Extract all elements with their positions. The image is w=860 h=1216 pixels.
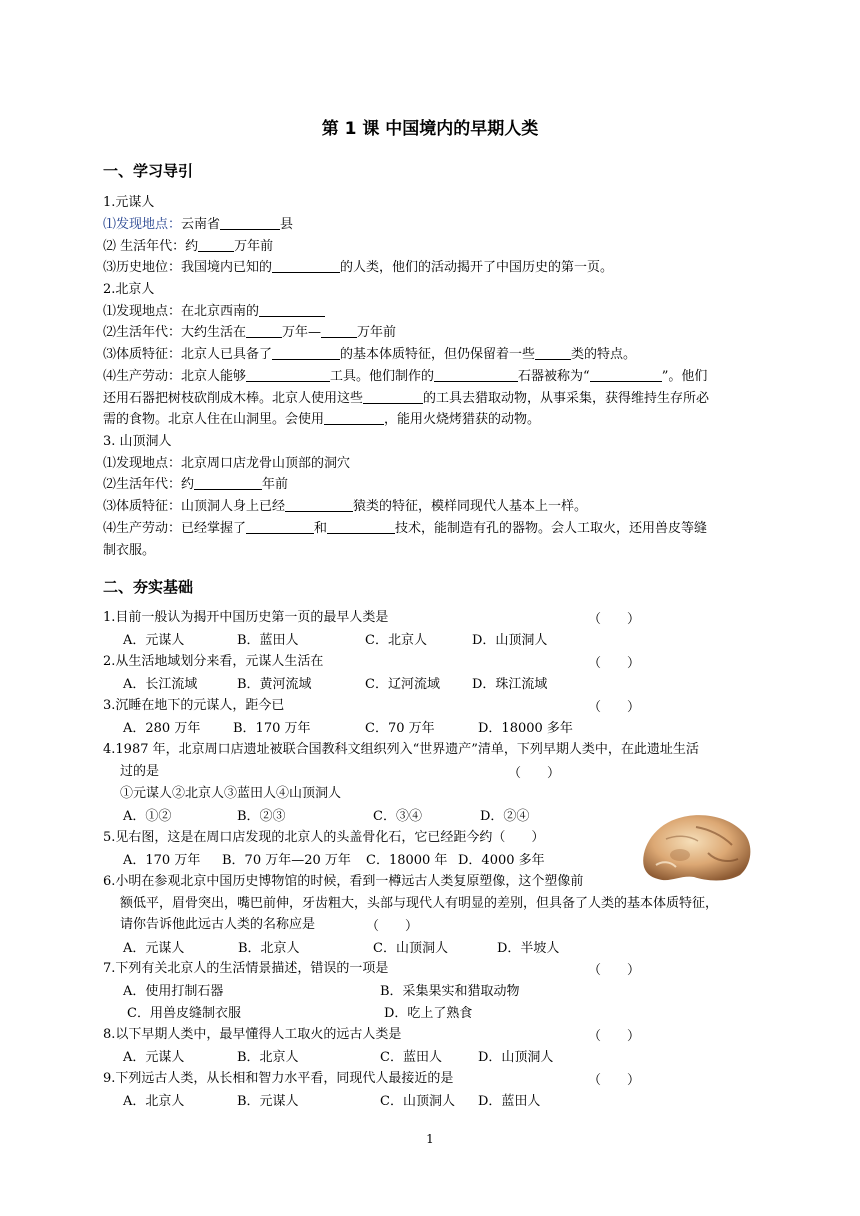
q2-option-b: B．黄河流域 (237, 677, 312, 692)
shanding-era: ⑵生活年代：约 年前 (103, 477, 289, 492)
beijing-era: ⑵生活年代：大约生活在 万年— 万年前 (103, 325, 397, 340)
question-7: 7.下列有关北京人的生活情景描述，错误的一项是 (103, 961, 389, 976)
q7-option-c: C．用兽皮缝制衣服 (127, 1006, 241, 1021)
q3-option-b: B．170 万年 (233, 721, 311, 736)
question-1: 1.目前一般认为揭开中国历史第一页的最早人类是 (103, 610, 389, 625)
question-8: 8.以下早期人类中，最早懂得人工取火的远古人类是 (103, 1027, 402, 1042)
q7-option-a: A．使用打制石器 (123, 984, 224, 999)
answer-blank-9: （ ） (588, 1073, 641, 1088)
q8-option-c: C．蓝田人 (380, 1050, 442, 1065)
section-heading-basics: 二、夯实基础 (103, 578, 194, 596)
q1-option-b: B．蓝田人 (237, 633, 299, 648)
q8-option-b: B．北京人 (237, 1050, 299, 1065)
beijing-labor-cont: 还用石器把树枝砍削成木棒。北京人使用这些 的工具去猎取动物，从事采集，获得维持生存所必 (103, 391, 710, 406)
shanding-physical: ⑶体质特征：山顶洞人身上已经 猿类的特征，模样同现代人基本上一样。 (103, 499, 588, 514)
yuanmou-status: ⑶历史地位：我国境内已知的 的人类，他们的活动揭开了中国历史的第一页。 (103, 260, 614, 275)
q5-option-a: A．170 万年 (123, 853, 201, 868)
answer-blank-7: （ ） (588, 963, 641, 978)
beijing-labor-cont2: 需的食物。北京人住在山洞里。会使用 ，能用火烧烤猎获的动物。 (103, 412, 541, 427)
q1-option-a: A．元谋人 (123, 633, 185, 648)
beijing-labor: ⑷生产劳动：北京人能够 工具。他们制作的 石器被称为“ ”。他们 (103, 369, 708, 384)
q4-option-d: D．②④ (480, 809, 530, 824)
q3-option-a: A．280 万年 (123, 721, 201, 736)
q5-option-b: B．70 万年—20 万年 (222, 853, 351, 868)
skull-fossil-image (636, 805, 756, 887)
q3-option-c: C．70 万年 (365, 721, 435, 736)
page-number: 1 (426, 1132, 434, 1146)
answer-blank-3: （ ） (588, 700, 641, 715)
question-3: 3.沉睡在地下的元谋人，距今已 (103, 698, 285, 713)
q5-option-d: D．4000 多年 (458, 853, 545, 868)
q2-option-a: A．长江流域 (123, 677, 198, 692)
q6-option-a: A．元谋人 (123, 941, 185, 956)
q6-option-b: B．北京人 (238, 941, 300, 956)
q7-option-b: B．采集果实和猎取动物 (380, 984, 520, 999)
q9-option-b: B．元谋人 (237, 1094, 299, 1109)
question-4: 4.1987 年，北京周口店遗址被联合国教科文组织列入“世界遗产”清单，下列早期人类中，在此遗址生活 (103, 742, 699, 757)
section-heading-guide: 一、学习导引 (103, 162, 194, 180)
q2-option-d: D．珠江流域 (472, 677, 548, 692)
lesson-title: 第 1 课 中国境内的早期人类 (321, 119, 539, 139)
q2-option-c: C．辽河流域 (365, 677, 440, 692)
question-4-items: ①元谋人②北京人③蓝田人④山顶洞人 (120, 786, 342, 801)
answer-blank-6: （ ） (366, 919, 419, 934)
q4-option-c: C．③④ (373, 809, 422, 824)
beijing-location: ⑴发现地点：在北京西南的 (103, 301, 325, 323)
shanding-location: ⑴发现地点：北京周口店龙骨山顶部的洞穴 (103, 456, 351, 471)
q4-option-a: A．①② (123, 809, 172, 824)
beijing-physical: ⑶体质特征：北京人已具备了 的基本体质特征，但仍保留着一些 类的特点。 (103, 347, 637, 362)
answer-blank-8: （ ） (588, 1029, 641, 1044)
shanding-labor: ⑷生产劳动：已经掌握了 和 技术，能制造有孔的器物。会人工取火，还用兽皮等缝 (103, 521, 708, 536)
q4-option-b: B．②③ (237, 809, 286, 824)
answer-blank-1: （ ） (588, 612, 641, 627)
q9-option-c: C．山顶洞人 (380, 1094, 455, 1109)
q8-option-a: A．元谋人 (123, 1050, 185, 1065)
q6-option-c: C．山顶洞人 (373, 941, 448, 956)
answer-blank-4: （ ） (508, 766, 561, 781)
answer-blank-2: （ ） (588, 656, 641, 671)
question-6-cont2: 请你告诉他此远古人类的名称应是 (120, 917, 316, 932)
q7-option-d: D．吃上了熟食 (384, 1006, 473, 1021)
q3-option-d: D．18000 多年 (478, 721, 573, 736)
q9-option-a: A．北京人 (123, 1094, 185, 1109)
question-6-cont: 额低平，眉骨突出，嘴巴前伸，牙齿粗大，头部与现代人有明显的差别，但具备了人类的基本体质特征， (120, 896, 719, 911)
question-9: 9.下列远古人类，从长相和智力水平看，同现代人最接近的是 (103, 1071, 454, 1086)
question-5: 5.见右图，这是在周口店发现的北京人的头盖骨化石，它已经距今约（ ） (103, 830, 545, 845)
q6-option-d: D．半坡人 (497, 941, 560, 956)
yuanmou-location: ⑴发现地点：云南省 县 (103, 217, 294, 232)
question-2: 2.从生活地域划分来看，元谋人生活在 (103, 654, 324, 669)
shanding-labor-cont: 制衣服。 (103, 543, 156, 558)
q5-option-c: C．18000 年 (366, 853, 448, 868)
beijing-heading: 2.北京人 (103, 282, 155, 297)
q1-option-c: C．北京人 (365, 633, 427, 648)
yuanmou-heading: 1.元谋人 (103, 195, 155, 210)
q8-option-d: D．山顶洞人 (478, 1050, 554, 1065)
question-6: 6.小明在参观北京中国历史博物馆的时候，看到一樽远古人类复原塑像，这个塑像前 (103, 874, 584, 889)
yuanmou-era: ⑵ 生活年代：约 万年前 (103, 239, 274, 254)
q9-option-d: D．蓝田人 (478, 1094, 541, 1109)
question-4-cont: 过的是 (120, 764, 160, 779)
q1-option-d: D．山顶洞人 (472, 633, 548, 648)
shanding-heading: 3. 山顶洞人 (103, 434, 172, 449)
